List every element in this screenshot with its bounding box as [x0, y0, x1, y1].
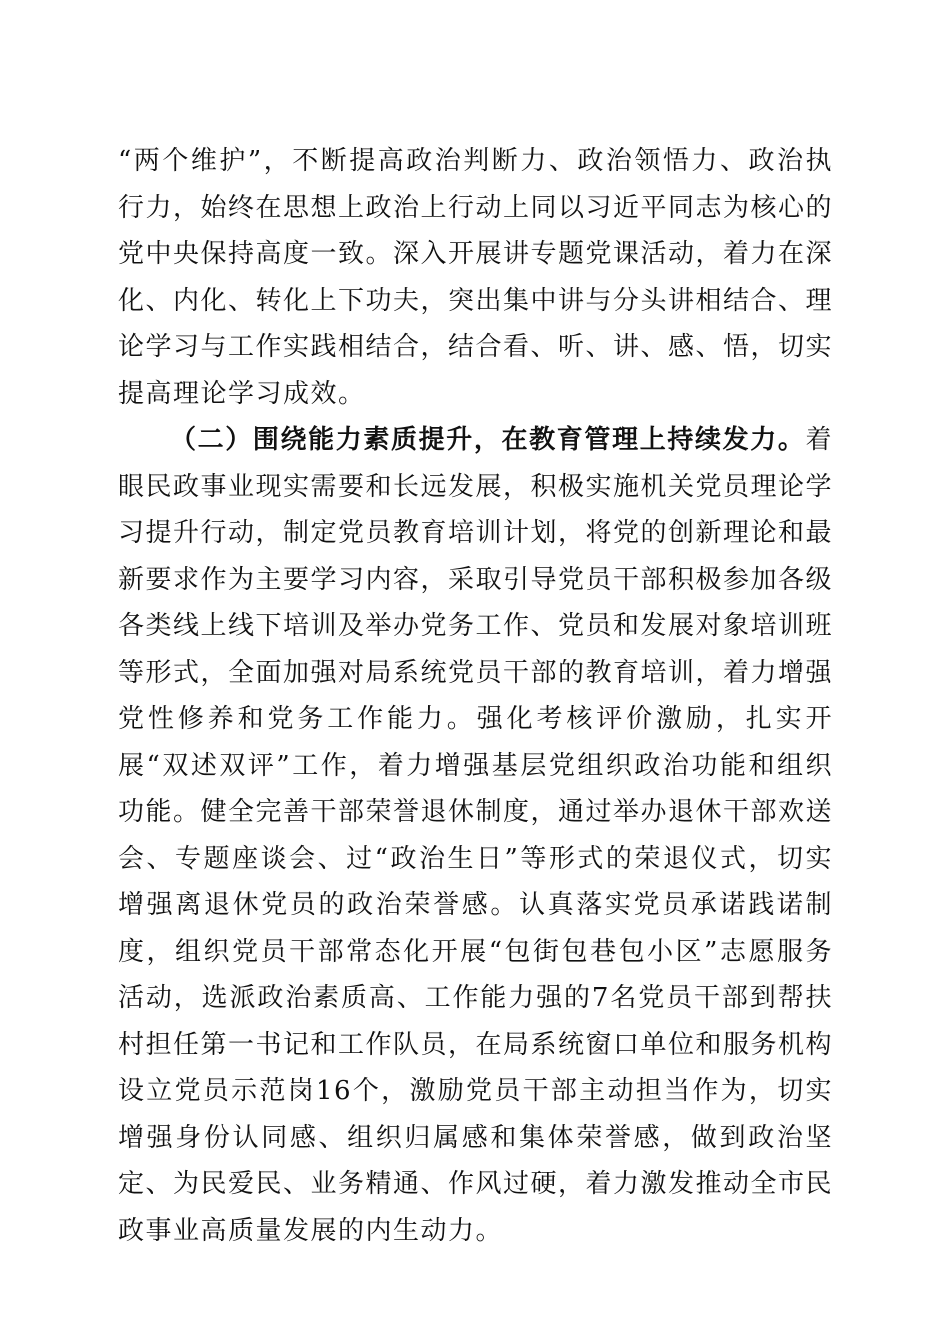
paragraph-continued: “两个维护”，不断提高政治判断力、政治领悟力、政治执行力，始终在思想上政治上行动上同以习近平同志为核心的党中央保持高度一致。深入开展讲专题党课活动，着力在深化、内化、转化上下功夫，突出集中讲与分头讲相结合、理论学习与工作实践相结合，结合看、听、讲、感、悟，切实提高理论学习成效。 — [118, 146, 834, 409]
section-body-text: 着眼民政事业现实需要和长远发展，积极实施机关党员理论学习提升行动，制定党员教育培训计划，将党的创新理论和最新要求作为主要学习内容，采取引导党员干部积极参加各级各类线上线下培训及举办党务工作、党员和发展对象培训班等形式，全面加强对局系统党员干部的教育培训，着力增强党性修养和党务工作能力。强化考核评价激励，扎实开展“双述双评”工作，着力增强基层党组织政治功能和组织功能。健全完善干部荣誉退休制度，通过举办退休干部欢送会、专题座谈会、过“政治生日”等形式的荣退仪式，切实增强离退休党员的政治荣誉感。认真落实党员承诺践诺制度，组织党员干部常态化开展“包街包巷包小区”志愿服务活动，选派政治素质高、工作能力强的7名党员干部到帮扶村担任第一书记和工作队员，在局系统窗口单位和服务机构设立党员示范岗16个，激励党员干部主动担当作为，切实增强身份认同感、组织归属感和集体荣誉感，做到政治坚定、为民爱民、业务精通、作风过硬，着力激发推动全市民政事业高质量发展的内生动力。 — [118, 425, 834, 1246]
document-body — [118, 138, 833, 1254]
paragraph-section-two — [118, 417, 833, 1254]
section-heading: （二）围绕能力素质提升，在教育管理上持续发力。 — [170, 425, 806, 455]
